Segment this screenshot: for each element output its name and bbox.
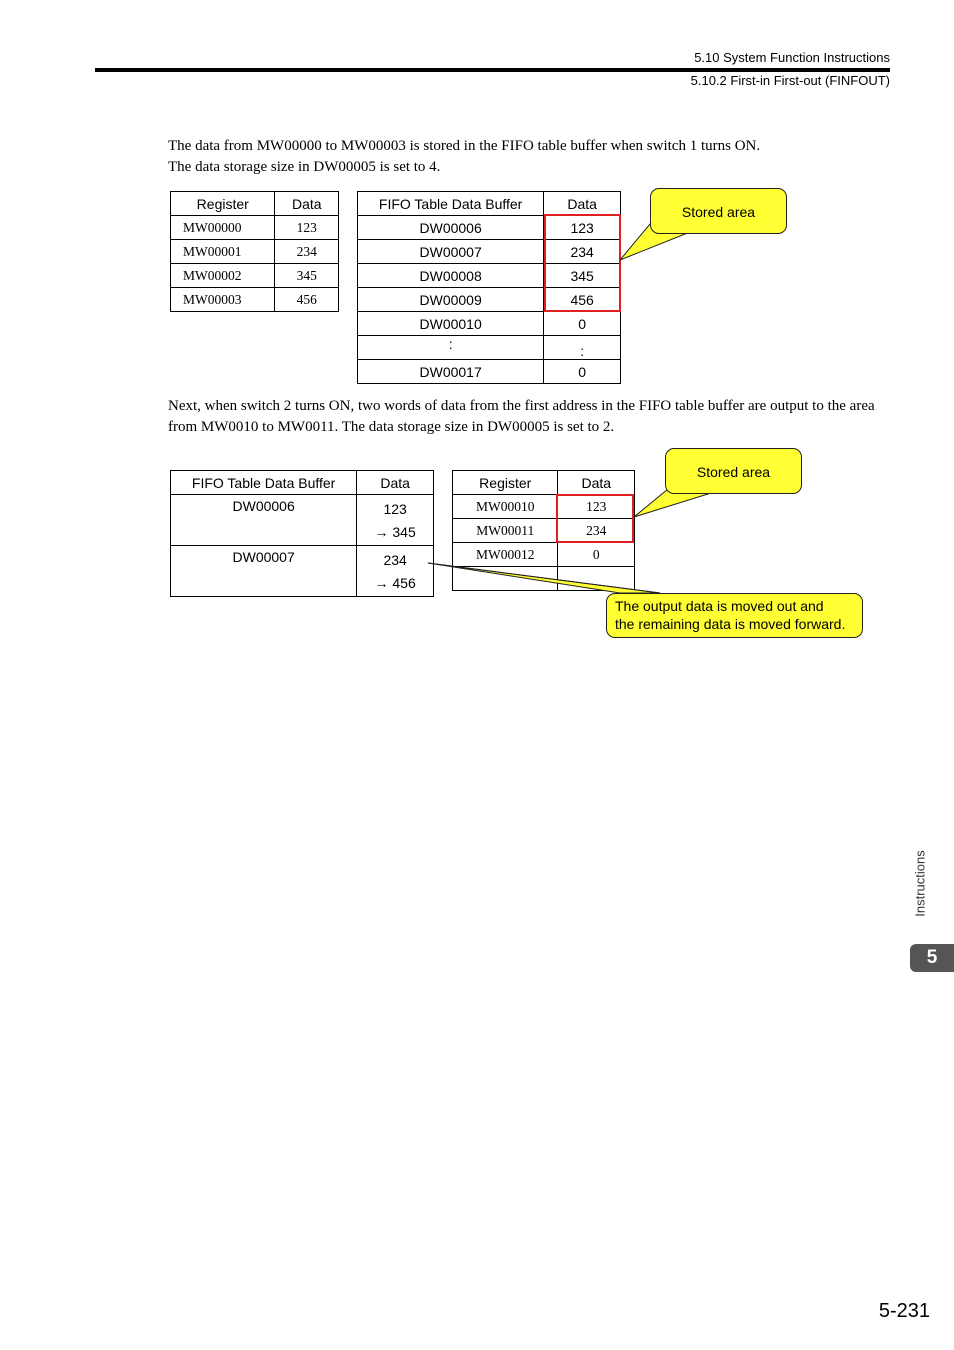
table-cell: 0 xyxy=(558,543,635,567)
table-cell: DW00009 xyxy=(358,288,544,312)
table-cell: 0 xyxy=(544,360,621,384)
table-row xyxy=(171,240,339,264)
table-cell: DW00007 xyxy=(358,240,544,264)
table-header: FIFO Table Data Buffer xyxy=(171,471,357,495)
table-cell: MW00000 xyxy=(171,216,275,240)
table-cell: 0 xyxy=(544,312,621,336)
paragraph-1 xyxy=(168,136,760,178)
original-value: 234 xyxy=(383,552,407,568)
table-cell: 234 xyxy=(275,240,339,264)
table-cell: 123 xyxy=(544,216,621,240)
table-cell: DW00010 xyxy=(358,312,544,336)
table-cell: 345 xyxy=(275,264,339,288)
table-cell: DW00017 xyxy=(358,360,544,384)
chapter-tab[interactable]: 5 xyxy=(910,944,954,972)
table-header: Register xyxy=(171,192,275,216)
fifo-buffer-table-2 xyxy=(170,470,434,597)
table-cell: DW00006 xyxy=(171,495,357,546)
table-cell: 234 xyxy=(558,519,635,543)
table-row xyxy=(171,288,339,312)
table-row xyxy=(358,336,621,360)
table-cell xyxy=(357,495,434,546)
table-cell: 234 xyxy=(544,240,621,264)
table-header: FIFO Table Data Buffer xyxy=(358,192,544,216)
table-row xyxy=(358,360,621,384)
table-cell: MW00001 xyxy=(171,240,275,264)
output-data-callout xyxy=(606,593,863,638)
page-number: 5-231 xyxy=(878,1300,930,1322)
table-cell: MW00011 xyxy=(453,519,558,543)
stored-area-highlight xyxy=(556,494,634,543)
table-cell: : xyxy=(358,336,544,360)
header-subsection-title: 5.10.2 First-in First-out (FINFOUT) xyxy=(690,73,890,88)
paragraph-2-line-2: from MW0010 to MW0011. The data storage size in DW00005 is set to 2. xyxy=(168,419,615,435)
table-cell: 123 xyxy=(558,495,635,519)
table-cell: MW00003 xyxy=(171,288,275,312)
table-cell: MW00002 xyxy=(171,264,275,288)
header-rule xyxy=(95,68,890,72)
register-table-1 xyxy=(170,191,339,312)
callout-line-1: The output data is moved out and xyxy=(615,598,824,614)
table-cell: DW00008 xyxy=(358,264,544,288)
table-cell: 345 xyxy=(544,264,621,288)
original-value: 123 xyxy=(383,501,407,517)
table-row xyxy=(171,264,339,288)
callout-line-2: the remaining data is moved forward. xyxy=(615,616,846,632)
table-cell: 456 xyxy=(275,288,339,312)
table-cell: 456 xyxy=(544,288,621,312)
table-header: Data xyxy=(357,471,434,495)
side-chapter-label: Instructions xyxy=(912,850,928,917)
moved-value: → 456 xyxy=(374,575,416,591)
table-row xyxy=(171,546,434,597)
table-header: Data xyxy=(558,471,635,495)
table-header: Register xyxy=(453,471,558,495)
paragraph-1-line-1: The data from MW00000 to MW00003 is stored in the FIFO table buffer when switch 1 turns ON. xyxy=(168,138,761,154)
table-header: Data xyxy=(275,192,339,216)
table-header: Data xyxy=(544,192,621,216)
paragraph-2-line-1: Next, when switch 2 turns ON, two words of data from the first address in the FIFO table buffer are output to the area xyxy=(168,398,875,414)
table-cell: MW00010 xyxy=(453,495,558,519)
paragraph-2 xyxy=(168,396,875,438)
table-cell: DW00007 xyxy=(171,546,357,597)
table-row xyxy=(358,312,621,336)
table-row xyxy=(171,216,339,240)
paragraph-1-line-2: The data storage size in DW00005 is set to 4. xyxy=(168,159,441,175)
table-cell: 123 xyxy=(275,216,339,240)
stored-area-callout-1: Stored area xyxy=(650,188,787,234)
table-row xyxy=(171,495,434,546)
table-cell: : xyxy=(544,336,621,360)
table-cell: MW00012 xyxy=(453,543,558,567)
moved-value: → 345 xyxy=(374,524,416,540)
table-cell: DW00006 xyxy=(358,216,544,240)
stored-area-callout-2: Stored area xyxy=(665,448,802,494)
header-section-title: 5.10 System Function Instructions xyxy=(694,50,890,65)
